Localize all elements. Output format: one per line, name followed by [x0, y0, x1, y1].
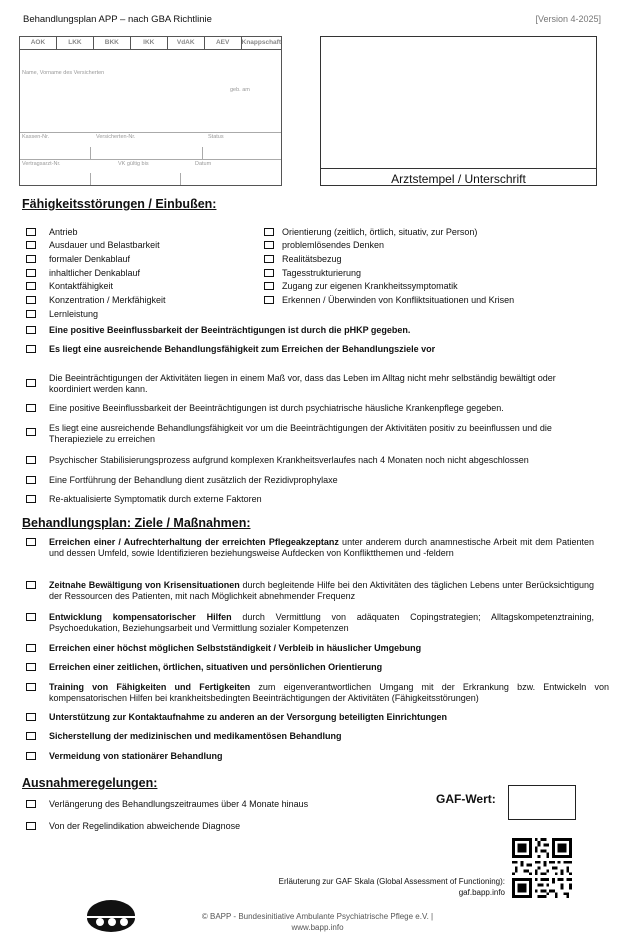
name-field-label: Name, Vorname des Versicherten — [22, 70, 105, 76]
gaf-label: GAF-Wert: — [436, 792, 496, 806]
insurance-card-form — [19, 36, 282, 186]
insurer-ikk[interactable]: IKK — [131, 37, 168, 49]
checkbox-statement-beeinflussbarkeit[interactable] — [26, 404, 36, 412]
label-statement-externe-faktoren: Re-aktualisierte Symptomatik durch externe Faktoren — [49, 494, 262, 504]
checkbox-formaler-denkablauf[interactable] — [26, 255, 36, 263]
label-kontaktfaehigkeit: Kontaktfähigkeit — [49, 281, 114, 291]
label-problemloesendes-denken: problemlösendes Denken — [282, 240, 385, 250]
card-divider — [180, 173, 181, 185]
card-divider — [20, 132, 281, 133]
checkbox-zugang-symptomatik[interactable] — [264, 282, 274, 290]
checkbox-beeinflussbarkeit-phkp[interactable] — [26, 326, 36, 334]
label-statement-stabilisierung: Psychischer Stabilisierungsprozess aufgrund komplexen Krankheitsverlaufes nach 4 Monaten noch nicht abgeschlossen — [49, 455, 529, 465]
checkbox-ziel-pflegeakzeptanz[interactable] — [26, 538, 36, 546]
label-inhaltlicher-denkablauf: inhaltlicher Denkablauf — [49, 268, 141, 278]
checkbox-statement-therapieziele[interactable] — [26, 428, 36, 436]
label-ausdauer: Ausdauer und Belastbarkeit — [49, 240, 160, 250]
doctor-stamp-box[interactable] — [320, 36, 597, 186]
label-ziel-training: Training von Fähigkeiten und Fertigkeiten zum eigenverantwortlichen Umgang mit der Erkrankung bzw. Entwickeln von kompensatorischen Hilfen bei krankheitsbedingten Beeinträchtigungen der Aktivitäten (Fähigkeitsstörungen) — [49, 682, 609, 703]
gaf-link[interactable]: gaf.bapp.info — [458, 888, 505, 897]
stamp-separator — [321, 168, 596, 169]
section-title-ausnahme: Ausnahmeregelungen: — [22, 776, 158, 790]
vk-gueltig-label: VK gültig bis — [118, 161, 149, 167]
label-ziel-selbststaendigkeit: Erreichen einer höchst möglichen Selbstständigkeit / Verbleib in häuslicher Umgebung — [49, 643, 422, 653]
card-divider — [90, 173, 91, 185]
label-statement-alltag: Die Beeinträchtigungen der Aktivitäten liegen in einem Maß vor, dass das Leben im Alltag nicht mehr selbständig bewältigt oder koordiniert werden kann. — [49, 373, 556, 394]
label-behandlungsfaehigkeit: Es liegt eine ausreichende Behandlungsfähigkeit zum Erreichen der Behandlungsziele vor — [49, 344, 436, 354]
checkbox-statement-rezidivprophylaxe[interactable] — [26, 476, 36, 484]
checkbox-kontaktfaehigkeit[interactable] — [26, 282, 36, 290]
checkbox-realitaetsbezug[interactable] — [264, 255, 274, 263]
insurer-knappschaft[interactable]: Knappschaft — [241, 39, 281, 46]
insurer-lkk[interactable]: LKK — [57, 37, 94, 49]
bapp-logo-icon — [83, 900, 139, 932]
label-beeinflussbarkeit-phkp: Eine positive Beeinflussbarkeit der Beeinträchtigungen ist durch die pHKP gegeben. — [49, 325, 411, 335]
footer — [150, 911, 485, 933]
checkbox-konfliktsituationen[interactable] — [264, 296, 274, 304]
qr-code-icon — [512, 838, 572, 898]
checkbox-ziel-kontaktaufnahme[interactable] — [26, 713, 36, 721]
label-konzentration: Konzentration / Merkfähigkeit — [49, 295, 166, 305]
section-title-faehigkeit: Fähigkeitsstörungen / Einbußen: — [22, 197, 217, 211]
vertragsarzt-nr-label: Vertragsarzt-Nr. — [22, 161, 61, 167]
birth-field-label: geb. am — [230, 87, 250, 93]
checkbox-problemloesendes-denken[interactable] — [264, 241, 274, 249]
document-title: Behandlungsplan APP – nach GBA Richtlinie — [23, 14, 212, 25]
datum-label: Datum — [195, 161, 212, 167]
stamp-label: Arztstempel / Unterschrift — [391, 172, 526, 186]
label-ziel-krisensituationen: Zeitnahe Bewältigung von Krisensituationen durch begleitende Hilfe bei den Aktivitäten des täglichen Lebens unter Berücksichtigung der Ressourcen des Patienten, mit nach Möglichkeit abnehmender Frequenz — [49, 580, 594, 601]
label-statement-beeinflussbarkeit: Eine positive Beeinflussbarkeit der Beeinträchtigungen ist durch psychiatrische häusliche Krankenpflege gegeben. — [49, 403, 504, 413]
gaf-explanation — [220, 876, 505, 898]
checkbox-ziel-orientierung[interactable] — [26, 663, 36, 671]
checkbox-antrieb[interactable] — [26, 228, 36, 236]
kassen-nr-label: Kassen-Nr. — [22, 134, 50, 140]
gaf-note-text: Erläuterung zur GAF Skala (Global Assessment of Functioning): — [278, 877, 505, 886]
checkbox-statement-stabilisierung[interactable] — [26, 456, 36, 464]
label-ausnahme-diagnose: Von der Regelindikation abweichende Diagnose — [49, 821, 241, 831]
footer-copyright: © BAPP - Bundesinitiative Ambulante Psychiatrische Pflege e.V. | — [201, 912, 434, 921]
checkbox-tagesstrukturierung[interactable] — [264, 269, 274, 277]
label-orientierung: Orientierung (zeitlich, örtlich, situativ, zur Person) — [282, 227, 478, 237]
status-label: Status — [208, 134, 224, 140]
label-lernleistung: Lernleistung — [49, 309, 99, 319]
insurer-bkk[interactable]: BKK — [94, 37, 131, 49]
checkbox-orientierung[interactable] — [264, 228, 274, 236]
card-divider — [202, 147, 203, 159]
label-ziel-orientierung: Erreichen einer zeitlichen, örtlichen, situativen und persönlichen Orientierung — [49, 662, 383, 672]
version-label: [Version 4-2025] — [535, 14, 601, 24]
checkbox-statement-externe-faktoren[interactable] — [26, 495, 36, 503]
checkbox-ziel-stationaere-behandlung[interactable] — [26, 752, 36, 760]
insurer-aok[interactable]: AOK — [20, 37, 57, 49]
checkbox-ausdauer[interactable] — [26, 241, 36, 249]
card-divider — [90, 147, 91, 159]
label-tagesstrukturierung: Tagesstrukturierung — [282, 268, 362, 278]
label-formaler-denkablauf: formaler Denkablauf — [49, 254, 131, 264]
footer-website[interactable]: www.bapp.info — [291, 923, 344, 932]
label-ziel-medizinische-behandlung: Sicherstellung der medizinischen und medikamentösen Behandlung — [49, 731, 342, 741]
label-ausnahme-verlaengerung: Verlängerung des Behandlungszeitraumes über 4 Monate hinaus — [49, 799, 309, 809]
checkbox-ziel-kompensatorische-hilfen[interactable] — [26, 613, 36, 621]
insurer-aev[interactable]: AEV — [205, 37, 242, 49]
label-ziel-pflegeakzeptanz: Erreichen einer / Aufrechterhaltung der erreichten Pflegeakzeptanz unter anderem durch anamnestische Arbeit mit dem Patienten und dessen Umfeld, sowie Identifizieren beziehungsweise Aufdecken von Konfliktthemen und -feldern — [49, 537, 595, 558]
checkbox-ausnahme-verlaengerung[interactable] — [26, 800, 36, 808]
card-divider — [20, 159, 281, 160]
label-statement-rezidivprophylaxe: Eine Fortführung der Behandlung dient zusätzlich der Rezidivprophylaxe — [49, 475, 338, 485]
label-realitaetsbezug: Realitätsbezug — [282, 254, 342, 264]
checkbox-behandlungsfaehigkeit[interactable] — [26, 345, 36, 353]
insurer-vdak[interactable]: VdAK — [168, 37, 205, 49]
checkbox-ziel-krisensituationen[interactable] — [26, 581, 36, 589]
label-zugang-symptomatik: Zugang zur eigenen Krankheitssymptomatik — [282, 281, 458, 291]
label-ziel-kontaktaufnahme: Unterstützung zur Kontaktaufnahme zu anderen an der Versorgung beteiligten Einrichtungen — [49, 712, 448, 722]
checkbox-ziel-selbststaendigkeit[interactable] — [26, 644, 36, 652]
section-title-ziele: Behandlungsplan: Ziele / Maßnahmen: — [22, 516, 251, 530]
checkbox-statement-alltag[interactable] — [26, 379, 36, 387]
versicherten-nr-label: Versicherten-Nr. — [96, 134, 136, 140]
label-konfliktsituationen: Erkennen / Überwinden von Konfliktsituationen und Krisen — [282, 295, 515, 305]
checkbox-lernleistung[interactable] — [26, 310, 36, 318]
checkbox-ziel-training[interactable] — [26, 683, 36, 691]
checkbox-ausnahme-diagnose[interactable] — [26, 822, 36, 830]
label-antrieb: Antrieb — [49, 227, 78, 237]
checkbox-konzentration[interactable] — [26, 296, 36, 304]
checkbox-inhaltlicher-denkablauf[interactable] — [26, 269, 36, 277]
gaf-value-input[interactable] — [508, 785, 576, 820]
label-ziel-stationaere-behandlung: Vermeidung von stationärer Behandlung — [49, 751, 223, 761]
label-statement-therapieziele: Es liegt eine ausreichende Behandlungsfähigkeit vor um die Beeinträchtigungen der Aktivitäten positiv zu beeinflussen und die Therapieziele zu erreichen — [49, 423, 552, 444]
label-ziel-kompensatorische-hilfen: Entwicklung kompensatorischer Hilfen durch Vermittlung von adäquaten Copingstrategien; Alltagskompetenztraining, Psychoedukation, Beziehungsarbeit und Vermittlung sozialer Kompetenzen — [49, 612, 594, 633]
checkbox-ziel-medizinische-behandlung[interactable] — [26, 732, 36, 740]
insurer-row — [20, 37, 281, 50]
